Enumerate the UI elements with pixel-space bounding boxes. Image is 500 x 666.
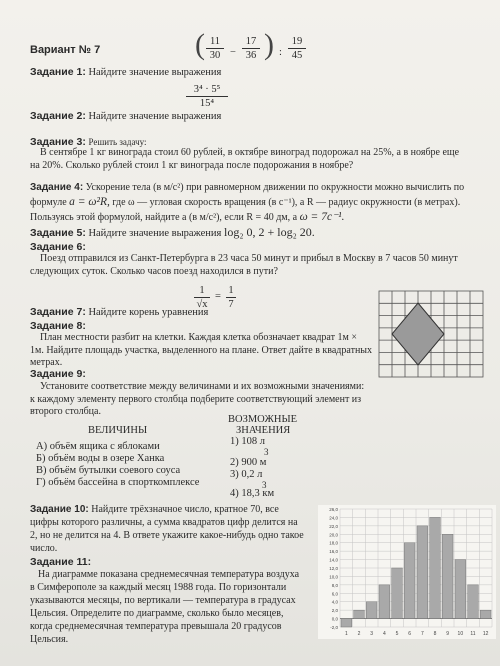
division-sign: : [279,47,282,58]
value-3-cube: 3 [262,480,267,490]
bar-month-8 [430,517,441,618]
task-1-label: Задание 1: [30,66,86,78]
task-10-line-3: 2, но не делится на 4. В ответе укажите какое-нибудь одно такое [30,530,304,541]
task-1 [30,66,221,79]
task-2 [30,110,221,123]
y-tick-label: 10,0 [329,574,338,580]
y-tick-label: 18,0 [329,540,338,546]
fraction-3 [288,36,306,61]
task-4-line-3-wrap [30,211,344,224]
shaded-area [392,303,444,365]
task-2-fraction [186,84,228,109]
task-7 [30,306,208,319]
variant-title: Вариант № 7 [30,44,101,56]
fraction-3-den: 45 [291,50,303,61]
bar-month-2 [354,610,365,618]
x-tick-label: 11 [470,631,476,637]
task-7-label: Задание 7: [30,306,86,318]
task-8-line-1: План местности разбит на клетки. Каждая клетка обозначает квадрат 1м × [40,332,357,343]
task-10-label: Задание 10: [30,504,89,515]
y-tick-label: 12,0 [329,566,338,571]
task-5-text: Найдите значение выражения [88,228,222,239]
task-6-label: Задание 6: [30,241,86,253]
y-tick-label: 8,0 [331,582,338,588]
task-4-line-2b: где ω — угловая скорость вращения (в с⁻¹), а R — радиус окружности (в метрах). [112,197,461,208]
plot-grid-figure [378,290,484,378]
task-7-text: Найдите корень уравнения [88,307,209,318]
task-6-line-2: следующих суток. Сколько часов поезд находился в пути? [30,266,278,277]
fraction-2-num: 17 [245,36,257,47]
x-tick-label: 8 [433,631,437,637]
quantity-d: Г) объём бассейна в спорткомплексе [36,477,200,488]
bar-month-11 [468,585,479,619]
y-tick-label: 14,0 [329,557,338,563]
fraction-2 [242,36,260,61]
y-tick-label: 20,0 [329,532,338,538]
task-4-line-1: Ускорение тела (в м/с²) при равномерном движении по окружности можно вычислить по [85,182,465,193]
task-5 [30,226,315,240]
task-7-lhs-num: 1 [199,285,205,296]
bar-month-7 [417,526,428,619]
task-6-line-1: Поезд отправился из Санкт-Петербурга в 23 часа 50 минут и прибыл в Москву в 7 часов 50 минут [40,253,458,264]
task-11-line-5: когда среднемесячная температура превышала 20 градусов [30,621,282,632]
task-4-line-3: Пользуясь этой формулой, найдите a (в м/с²), если R = 40 дм, а [30,212,298,223]
task-11-line-4: Цельсия. Определите по диаграмме, сколько было месяцев, [30,608,284,619]
x-tick-label: 6 [408,631,412,637]
value-1-cube: 3 [264,447,269,457]
temperature-chart [318,505,496,639]
task-2-num: 3⁴ · 5⁵ [193,84,221,95]
task-11-line-6: Цельсия. [30,634,69,645]
task-4-line-2-wrap [30,196,460,209]
task-11-line-2: в Симферополе за каждый месяц 1988 года. По горизонтали [30,582,287,593]
task-2-label: Задание 2: [30,110,86,122]
task-7-rhs-den: 7 [228,299,234,310]
y-tick-label: 6,0 [331,591,338,597]
task-3-label: Задание 3: [30,136,86,148]
bar-month-1 [341,619,352,627]
fraction-1 [206,36,224,61]
task-10-line-1-wrap [30,504,279,516]
x-tick-label: 4 [382,631,386,637]
x-tick-label: 7 [420,631,424,637]
task-2-den: 15⁴ [199,98,215,109]
task-4-formula: a = ω²R, [69,196,110,208]
bar-month-4 [379,585,390,619]
task-8-line-2: 1м. Найдите площадь участка, выделенного на плане. Ответ дайте в квадратных [30,345,373,356]
task-5-label: Задание 5: [30,227,86,239]
x-tick-label: 2 [357,631,361,637]
task-3-line-2: на 20%. Сколько рублей стоил 1 кг винограда после подорожания в ноябре? [30,159,354,171]
task-2-text: Найдите значение выражения [88,111,222,122]
y-tick-label: 4,0 [331,599,338,605]
bar-month-9 [442,534,453,618]
quantity-c: В) объём бутылки соевого соуса [36,465,181,476]
x-tick-label: 1 [344,631,348,637]
bar-month-10 [455,560,466,619]
task-7-equals: = [215,291,221,302]
x-tick-label: 3 [370,631,374,637]
y-tick-label: 16,0 [329,549,338,555]
col-2-heading-1: ВОЗМОЖНЫЕ [228,414,298,425]
task-9-label: Задание 9: [30,368,86,380]
value-3: 3) 0,2 л [230,469,263,480]
task-9-line-2: к каждому элементу первого столбца подберите соответствующий элемент из [30,394,362,405]
task-1-text: Найдите значение выражения [88,67,222,78]
x-tick-label: 5 [395,631,399,637]
col-1-heading: ВЕЛИЧИНЫ [88,425,148,436]
value-1: 1) 108 л [230,436,265,447]
fraction-1-den: 30 [209,50,221,61]
value-2: 2) 900 м [230,457,267,468]
task-8-label: Задание 8: [30,320,86,332]
task-3-line-1: В сентябре 1 кг винограда стоил 60 рублей, в октябре виноград подорожал на 25%, а в ноябре еще [40,147,460,158]
task-4-line-1-wrap [30,182,464,194]
task-3-body [30,147,480,172]
task-10-line-1: Найдите трёхзначное число, кратное 70, все [91,504,279,515]
fraction-2-den: 36 [245,50,257,61]
bar-month-6 [404,543,415,619]
x-tick-label: 12 [482,631,489,637]
y-tick-label: 2,0 [331,608,338,614]
task-7-lhs-den: √x [196,299,208,310]
x-tick-label: 10 [457,631,464,637]
task-7-rhs [226,285,236,310]
close-paren: ) [264,28,274,61]
y-tick-label: 26,0 [329,507,338,512]
task-3-sub: Решить задачу: [88,137,147,147]
y-tick-label: 24,0 [329,515,338,521]
fraction-3-num: 19 [291,36,303,47]
bar-month-3 [366,602,377,619]
fraction-1-num: 11 [209,36,221,47]
task-10-line-2: цифры которого различны, а сумма квадратов цифр делится на [30,517,298,528]
bar-month-12 [480,610,491,618]
value-4: 4) 18,3 км [230,488,275,499]
task-9-line-1: Установите соответствие между величинами и их возможными значениями: [40,381,365,392]
task-4-label: Задание 4: [30,182,84,193]
y-tick-label: 22,0 [329,523,338,529]
col-2-heading-2: ЗНАЧЕНИЯ [236,425,291,436]
open-paren: ( [195,28,205,61]
quantity-a: А) объём ящика с яблоками [36,441,160,452]
task-10-line-4: число. [30,543,58,554]
x-tick-label: 9 [446,631,450,637]
quantity-b: Б) объём воды в озере Ханка [36,453,165,464]
task-11-line-1: На диаграмме показана среднемесячная температура воздуха [38,569,300,580]
task-4-omega: ω = 7с⁻¹. [299,211,345,223]
y-tick-label: 0,0 [331,616,338,622]
task-7-rhs-num: 1 [228,285,234,296]
bar-month-5 [392,568,403,619]
task-8-line-3: метрах. [30,357,63,368]
task-5-expr: log₂ 0, 2 + log₂ 20. [224,225,315,239]
task-11-label: Задание 11: [30,556,92,568]
y-tick-label: -2,0 [330,625,338,630]
task-4-line-2a: формуле [30,197,67,208]
task-11-line-3: указываются месяцы, по вертикали — температура в градусах [30,595,296,606]
task-9-line-3: второго столбца. [30,406,101,417]
minus-sign: − [230,47,236,58]
